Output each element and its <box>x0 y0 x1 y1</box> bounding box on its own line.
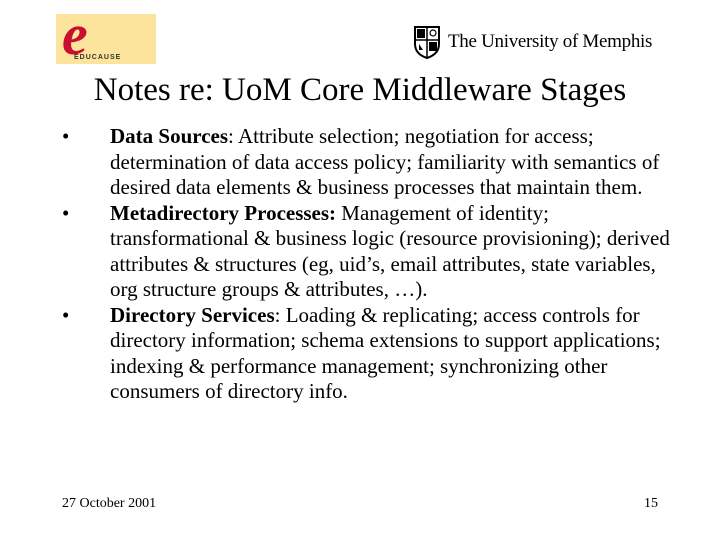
bullet-marker: • <box>62 124 70 148</box>
bullet-marker: • <box>62 302 70 327</box>
bullet-metadirectory-processes <box>62 201 672 303</box>
university-name: The University of Memphis <box>448 31 653 52</box>
educause-logo <box>56 2 156 67</box>
bullet-text: : Attribute selection; negotiation for access; determination of data access policy; familiarity with semantics of desired data elements & business processes that maintain them. <box>110 124 660 199</box>
bullet-directory-services <box>62 303 672 405</box>
footer-date: 27 October 2001 <box>62 496 157 511</box>
bullet-term: Data Sources <box>110 124 229 148</box>
educause-wordmark: EDUCAUSE <box>74 54 122 61</box>
bullet-text: : Loading & replicating; access controls for directory information; schema extensions to support applications; indexing & performance management; synchronizing other consumers of directory info. <box>110 302 661 403</box>
bullet-term: Metadirectory Processes: <box>110 200 337 225</box>
bullet-data-sources <box>62 124 672 201</box>
bullet-list <box>62 124 672 405</box>
educause-e-glyph: e <box>62 2 88 67</box>
bullet-text: Management of identity; transformational & business logic (resource provisioning); derived attributes & structures (eg, uid’s, email attributes, state variables, org structure groups & attributes, …). <box>110 200 670 301</box>
page-number: 15 <box>644 496 658 511</box>
slide-title: Notes re: UoM Core Middleware Stages <box>93 72 627 108</box>
bullet-marker: • <box>62 200 70 225</box>
university-logo <box>412 22 652 62</box>
bullet-term: Directory Services <box>110 302 275 327</box>
university-crest-icon <box>412 24 442 60</box>
